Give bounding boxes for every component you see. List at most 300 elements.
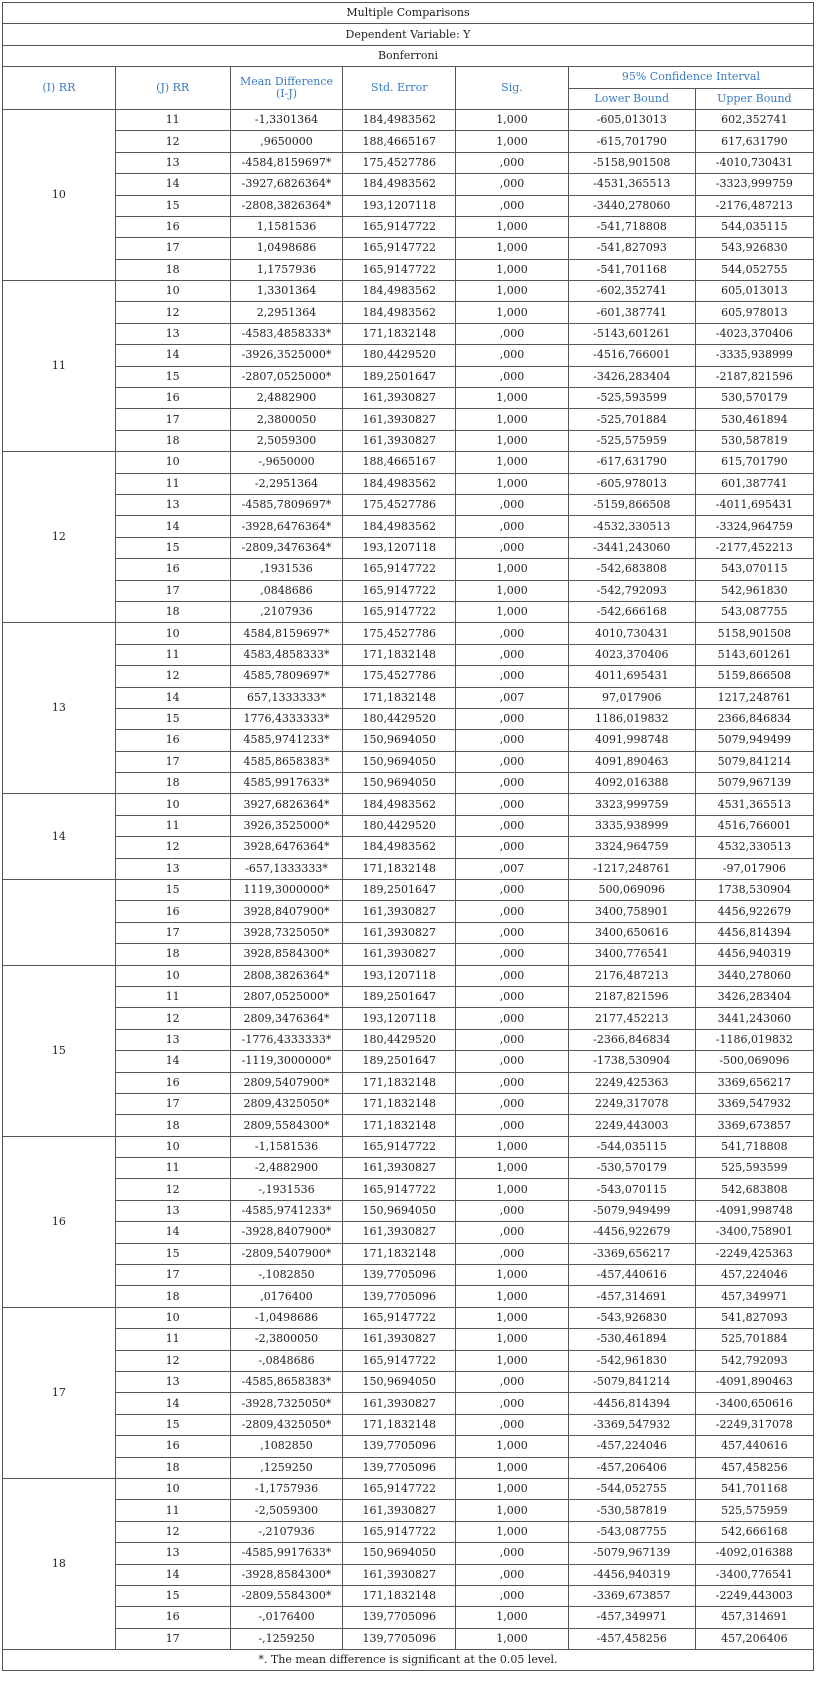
j-rr-cell: 10 <box>115 1478 230 1499</box>
table-body <box>3 109 814 1649</box>
sig-cell: ,000 <box>456 644 569 665</box>
mean-difference-cell: 2809,5584300* <box>230 1115 343 1136</box>
sig-cell: 1,000 <box>456 1158 569 1179</box>
upper-bound-cell: 525,575959 <box>695 1500 813 1521</box>
upper-bound-cell: 4531,365513 <box>695 794 813 815</box>
std-error-cell: 150,9694050 <box>343 773 456 794</box>
lower-bound-cell: -602,352741 <box>568 281 695 302</box>
mean-difference-cell: -,0176400 <box>230 1607 343 1628</box>
j-rr-cell: 15 <box>115 708 230 729</box>
j-rr-cell: 17 <box>115 922 230 943</box>
lower-bound-cell: -4456,922679 <box>568 1222 695 1243</box>
table-row <box>3 1393 814 1414</box>
table-row <box>3 345 814 366</box>
mean-difference-cell: -3928,8584300* <box>230 1564 343 1585</box>
std-error-cell: 139,7705096 <box>343 1436 456 1457</box>
mean-difference-cell: ,2107936 <box>230 601 343 622</box>
mean-difference-cell: 2807,0525000* <box>230 986 343 1007</box>
j-rr-cell: 14 <box>115 1393 230 1414</box>
std-error-cell: 139,7705096 <box>343 1265 456 1286</box>
table-row <box>3 666 814 687</box>
upper-bound-cell: 530,461894 <box>695 409 813 430</box>
table-title: Multiple Comparisons <box>3 3 814 24</box>
sig-cell: 1,000 <box>456 1350 569 1371</box>
mean-difference-cell: -4585,9917633* <box>230 1543 343 1564</box>
table-row <box>3 623 814 644</box>
sig-cell: ,000 <box>456 730 569 751</box>
std-error-cell: 189,2501647 <box>343 1051 456 1072</box>
sig-cell: ,000 <box>456 1072 569 1093</box>
mean-difference-cell: -4585,9741233* <box>230 1200 343 1221</box>
mean-difference-cell: 1776,4333333* <box>230 708 343 729</box>
j-rr-cell: 10 <box>115 623 230 644</box>
std-error-cell: 165,9147722 <box>343 1179 456 1200</box>
mean-difference-cell: 1,1581536 <box>230 216 343 237</box>
table-row <box>3 880 814 901</box>
j-rr-cell: 14 <box>115 687 230 708</box>
upper-bound-cell: 542,683808 <box>695 1179 813 1200</box>
upper-bound-cell: 4532,330513 <box>695 837 813 858</box>
lower-bound-cell: -3369,656217 <box>568 1243 695 1264</box>
upper-bound-cell: 457,206406 <box>695 1628 813 1649</box>
sig-cell: ,000 <box>456 1585 569 1606</box>
sig-cell: ,000 <box>456 174 569 195</box>
table-row <box>3 794 814 815</box>
table-footer <box>3 1650 814 1671</box>
upper-bound-cell: 601,387741 <box>695 473 813 494</box>
j-rr-cell: 16 <box>115 388 230 409</box>
j-rr-cell: 14 <box>115 1222 230 1243</box>
table-row <box>3 409 814 430</box>
j-rr-cell: 15 <box>115 880 230 901</box>
sig-cell: ,000 <box>456 1414 569 1435</box>
mean-difference-cell: -2,4882900 <box>230 1158 343 1179</box>
upper-bound-cell: 3369,547932 <box>695 1093 813 1114</box>
table-row <box>3 494 814 515</box>
i-rr-cell: 14 <box>3 794 116 880</box>
table-row <box>3 452 814 473</box>
col-header-upper-bound: Upper Bound <box>695 88 813 109</box>
sig-cell: ,000 <box>456 323 569 344</box>
upper-bound-cell: 3440,278060 <box>695 965 813 986</box>
sig-cell: 1,000 <box>456 601 569 622</box>
lower-bound-cell: -457,206406 <box>568 1457 695 1478</box>
sig-cell: ,000 <box>456 366 569 387</box>
i-rr-cell: 16 <box>3 1136 116 1307</box>
upper-bound-cell: 2366,846834 <box>695 708 813 729</box>
std-error-cell: 165,9147722 <box>343 1521 456 1542</box>
lower-bound-cell: 4023,370406 <box>568 644 695 665</box>
j-rr-cell: 13 <box>115 1372 230 1393</box>
upper-bound-cell: -2177,452213 <box>695 537 813 558</box>
mean-difference-cell: 4585,7809697* <box>230 666 343 687</box>
sig-cell: ,000 <box>456 1243 569 1264</box>
table-row <box>3 1457 814 1478</box>
std-error-cell: 189,2501647 <box>343 880 456 901</box>
upper-bound-cell: -3324,964759 <box>695 516 813 537</box>
j-rr-cell: 12 <box>115 837 230 858</box>
mean-difference-cell: 3926,3525000* <box>230 815 343 836</box>
table-row <box>3 259 814 280</box>
lower-bound-cell: -542,792093 <box>568 580 695 601</box>
std-error-cell: 139,7705096 <box>343 1607 456 1628</box>
lower-bound-cell: 3324,964759 <box>568 837 695 858</box>
std-error-cell: 161,3930827 <box>343 922 456 943</box>
std-error-cell: 171,1832148 <box>343 1093 456 1114</box>
sig-cell: 1,000 <box>456 1436 569 1457</box>
j-rr-cell: 17 <box>115 580 230 601</box>
table-row <box>3 1029 814 1050</box>
j-rr-cell: 10 <box>115 1136 230 1157</box>
sig-cell: ,000 <box>456 623 569 644</box>
mean-difference-cell: -,1082850 <box>230 1265 343 1286</box>
multiple-comparisons-table <box>2 2 814 1671</box>
upper-bound-cell: -2187,821596 <box>695 366 813 387</box>
mean-difference-cell: 2809,5407900* <box>230 1072 343 1093</box>
sig-cell: ,000 <box>456 837 569 858</box>
mean-difference-cell: 2,3800050 <box>230 409 343 430</box>
table-row <box>3 109 814 130</box>
j-rr-cell: 11 <box>115 986 230 1007</box>
lower-bound-cell: 500,069096 <box>568 880 695 901</box>
j-rr-cell: 14 <box>115 174 230 195</box>
sig-cell: ,000 <box>456 944 569 965</box>
j-rr-cell: 13 <box>115 1543 230 1564</box>
lower-bound-cell: -605,013013 <box>568 109 695 130</box>
upper-bound-cell: 1738,530904 <box>695 880 813 901</box>
table-row <box>3 773 814 794</box>
lower-bound-cell: -541,701168 <box>568 259 695 280</box>
sig-cell: ,000 <box>456 345 569 366</box>
upper-bound-cell: 3369,656217 <box>695 1072 813 1093</box>
mean-difference-cell: 4585,9917633* <box>230 773 343 794</box>
table-row <box>3 730 814 751</box>
lower-bound-cell: 4091,998748 <box>568 730 695 751</box>
sig-cell: 1,000 <box>456 559 569 580</box>
sig-cell: ,000 <box>456 1051 569 1072</box>
sig-cell: ,000 <box>456 152 569 173</box>
mean-difference-cell: 2,5059300 <box>230 430 343 451</box>
std-error-cell: 175,4527786 <box>343 623 456 644</box>
lower-bound-cell: -525,593599 <box>568 388 695 409</box>
std-error-cell: 161,3930827 <box>343 388 456 409</box>
j-rr-cell: 12 <box>115 302 230 323</box>
std-error-cell: 184,4983562 <box>343 174 456 195</box>
std-error-cell: 180,4429520 <box>343 708 456 729</box>
std-error-cell: 161,3930827 <box>343 1564 456 1585</box>
j-rr-cell: 18 <box>115 773 230 794</box>
upper-bound-cell: 457,440616 <box>695 1436 813 1457</box>
mean-difference-cell: -4583,4858333* <box>230 323 343 344</box>
sig-cell: 1,000 <box>456 1628 569 1649</box>
j-rr-cell: 16 <box>115 559 230 580</box>
upper-bound-cell: 543,087755 <box>695 601 813 622</box>
upper-bound-cell: 542,792093 <box>695 1350 813 1371</box>
table-row <box>3 559 814 580</box>
upper-bound-cell: 3369,673857 <box>695 1115 813 1136</box>
i-rr-cell <box>3 880 116 966</box>
j-rr-cell: 16 <box>115 730 230 751</box>
upper-bound-cell: 5079,841214 <box>695 751 813 772</box>
mean-difference-cell: -657,1333333* <box>230 858 343 879</box>
sig-cell: 1,000 <box>456 1607 569 1628</box>
table-row <box>3 1607 814 1628</box>
std-error-cell: 171,1832148 <box>343 644 456 665</box>
table-row <box>3 281 814 302</box>
upper-bound-cell: 4456,814394 <box>695 922 813 943</box>
j-rr-cell: 16 <box>115 1072 230 1093</box>
sig-cell: ,000 <box>456 1372 569 1393</box>
lower-bound-cell: -1217,248761 <box>568 858 695 879</box>
std-error-cell: 193,1207118 <box>343 1008 456 1029</box>
sig-cell: 1,000 <box>456 109 569 130</box>
mean-difference-cell: -3927,6826364* <box>230 174 343 195</box>
sig-cell: ,007 <box>456 687 569 708</box>
table-row <box>3 858 814 879</box>
upper-bound-cell: 542,961830 <box>695 580 813 601</box>
std-error-cell: 161,3930827 <box>343 1500 456 1521</box>
lower-bound-cell: -615,701790 <box>568 131 695 152</box>
upper-bound-cell: -4023,370406 <box>695 323 813 344</box>
j-rr-cell: 14 <box>115 345 230 366</box>
upper-bound-cell: -2249,317078 <box>695 1414 813 1435</box>
lower-bound-cell: -457,224046 <box>568 1436 695 1457</box>
sig-cell: 1,000 <box>456 1329 569 1350</box>
upper-bound-cell: 4456,922679 <box>695 901 813 922</box>
upper-bound-cell: -3335,938999 <box>695 345 813 366</box>
lower-bound-cell: -543,926830 <box>568 1307 695 1328</box>
col-header-j-rr: (J) RR <box>115 67 230 110</box>
table-row <box>3 1265 814 1286</box>
mean-difference-cell: -2808,3826364* <box>230 195 343 216</box>
lower-bound-cell: 2176,487213 <box>568 965 695 986</box>
lower-bound-cell: 2249,443003 <box>568 1115 695 1136</box>
lower-bound-cell: -605,978013 <box>568 473 695 494</box>
j-rr-cell: 15 <box>115 195 230 216</box>
j-rr-cell: 18 <box>115 430 230 451</box>
sig-cell: 1,000 <box>456 216 569 237</box>
sig-cell: ,000 <box>456 1115 569 1136</box>
table-row <box>3 1158 814 1179</box>
lower-bound-cell: -3369,547932 <box>568 1414 695 1435</box>
sig-cell: 1,000 <box>456 1265 569 1286</box>
table-row <box>3 901 814 922</box>
upper-bound-cell: -4010,730431 <box>695 152 813 173</box>
lower-bound-cell: -3426,283404 <box>568 366 695 387</box>
mean-difference-cell: -1776,4333333* <box>230 1029 343 1050</box>
table-row <box>3 131 814 152</box>
lower-bound-cell: -541,827093 <box>568 238 695 259</box>
mean-difference-cell: 4585,9741233* <box>230 730 343 751</box>
std-error-cell: 165,9147722 <box>343 259 456 280</box>
upper-bound-cell: 5158,901508 <box>695 623 813 644</box>
upper-bound-cell: 5159,866508 <box>695 666 813 687</box>
table-row <box>3 1008 814 1029</box>
j-rr-cell: 13 <box>115 1029 230 1050</box>
i-rr-cell: 10 <box>3 109 116 280</box>
j-rr-cell: 10 <box>115 452 230 473</box>
j-rr-cell: 10 <box>115 281 230 302</box>
std-error-cell: 180,4429520 <box>343 1029 456 1050</box>
j-rr-cell: 11 <box>115 1329 230 1350</box>
upper-bound-cell: 541,827093 <box>695 1307 813 1328</box>
lower-bound-cell: -617,631790 <box>568 452 695 473</box>
lower-bound-cell: -5158,901508 <box>568 152 695 173</box>
table-row <box>3 1179 814 1200</box>
std-error-cell: 184,4983562 <box>343 109 456 130</box>
i-rr-cell: 11 <box>3 281 116 452</box>
lower-bound-cell: 2187,821596 <box>568 986 695 1007</box>
table-row <box>3 1307 814 1328</box>
j-rr-cell: 13 <box>115 1200 230 1221</box>
lower-bound-cell: -601,387741 <box>568 302 695 323</box>
lower-bound-cell: -542,683808 <box>568 559 695 580</box>
sig-cell: 1,000 <box>456 1136 569 1157</box>
j-rr-cell: 16 <box>115 1607 230 1628</box>
upper-bound-cell: -4091,890463 <box>695 1372 813 1393</box>
std-error-cell: 171,1832148 <box>343 1243 456 1264</box>
lower-bound-cell: -525,575959 <box>568 430 695 451</box>
j-rr-cell: 12 <box>115 1521 230 1542</box>
std-error-cell: 150,9694050 <box>343 751 456 772</box>
std-error-cell: 161,3930827 <box>343 1222 456 1243</box>
lower-bound-cell: 1186,019832 <box>568 708 695 729</box>
sig-cell: 1,000 <box>456 1500 569 1521</box>
lower-bound-cell: -5079,949499 <box>568 1200 695 1221</box>
j-rr-cell: 18 <box>115 1457 230 1478</box>
lower-bound-cell: -530,461894 <box>568 1329 695 1350</box>
lower-bound-cell: -457,314691 <box>568 1286 695 1307</box>
mean-difference-cell: -2809,5584300* <box>230 1585 343 1606</box>
std-error-cell: 189,2501647 <box>343 986 456 1007</box>
std-error-cell: 150,9694050 <box>343 730 456 751</box>
mean-difference-cell: 2809,4325050* <box>230 1093 343 1114</box>
j-rr-cell: 10 <box>115 965 230 986</box>
lower-bound-cell: -530,587819 <box>568 1500 695 1521</box>
mean-difference-cell: 3928,8407900* <box>230 901 343 922</box>
sig-cell: ,000 <box>456 1093 569 1114</box>
sig-cell: ,000 <box>456 986 569 1007</box>
lower-bound-cell: -4531,365513 <box>568 174 695 195</box>
lower-bound-cell: -543,087755 <box>568 1521 695 1542</box>
sig-cell: 1,000 <box>456 238 569 259</box>
j-rr-cell: 10 <box>115 794 230 815</box>
sig-cell: 1,000 <box>456 1478 569 1499</box>
upper-bound-cell: 3441,243060 <box>695 1008 813 1029</box>
mean-difference-cell: -2,5059300 <box>230 1500 343 1521</box>
upper-bound-cell: 530,587819 <box>695 430 813 451</box>
upper-bound-cell: 3426,283404 <box>695 986 813 1007</box>
sig-cell: ,000 <box>456 965 569 986</box>
upper-bound-cell: -3400,650616 <box>695 1393 813 1414</box>
mean-difference-cell: -,1259250 <box>230 1628 343 1649</box>
lower-bound-cell: -544,035115 <box>568 1136 695 1157</box>
table-row <box>3 1329 814 1350</box>
std-error-cell: 165,9147722 <box>343 238 456 259</box>
table-row <box>3 516 814 537</box>
table-row <box>3 302 814 323</box>
sig-cell: ,000 <box>456 815 569 836</box>
table-row <box>3 751 814 772</box>
j-rr-cell: 13 <box>115 494 230 515</box>
multiple-comparisons-document <box>2 2 814 1671</box>
std-error-cell: 139,7705096 <box>343 1286 456 1307</box>
lower-bound-cell: 3400,776541 <box>568 944 695 965</box>
std-error-cell: 161,3930827 <box>343 409 456 430</box>
sig-cell: 1,000 <box>456 1307 569 1328</box>
upper-bound-cell: -97,017906 <box>695 858 813 879</box>
j-rr-cell: 17 <box>115 238 230 259</box>
j-rr-cell: 15 <box>115 1585 230 1606</box>
sig-cell: 1,000 <box>456 131 569 152</box>
lower-bound-cell: 4011,695431 <box>568 666 695 687</box>
lower-bound-cell: -457,440616 <box>568 1265 695 1286</box>
mean-difference-cell: -1,3301364 <box>230 109 343 130</box>
mean-difference-cell: 2,4882900 <box>230 388 343 409</box>
mean-difference-cell: -,9650000 <box>230 452 343 473</box>
std-error-cell: 171,1832148 <box>343 323 456 344</box>
table-row <box>3 944 814 965</box>
mean-difference-cell: ,9650000 <box>230 131 343 152</box>
lower-bound-cell: -457,349971 <box>568 1607 695 1628</box>
table-row <box>3 238 814 259</box>
sig-cell: 1,000 <box>456 1457 569 1478</box>
table-row <box>3 388 814 409</box>
sig-cell: 1,000 <box>456 1521 569 1542</box>
table-row <box>3 687 814 708</box>
lower-bound-cell: -4456,940319 <box>568 1564 695 1585</box>
table-row <box>3 1564 814 1585</box>
lower-bound-cell: -457,458256 <box>568 1628 695 1649</box>
std-error-cell: 184,4983562 <box>343 516 456 537</box>
j-rr-cell: 11 <box>115 109 230 130</box>
mean-difference-cell: 2808,3826364* <box>230 965 343 986</box>
j-rr-cell: 17 <box>115 751 230 772</box>
j-rr-cell: 13 <box>115 323 230 344</box>
table-row <box>3 1372 814 1393</box>
upper-bound-cell: 5079,949499 <box>695 730 813 751</box>
std-error-cell: 171,1832148 <box>343 1585 456 1606</box>
upper-bound-cell: 541,701168 <box>695 1478 813 1499</box>
table-row <box>3 1136 814 1157</box>
mean-difference-cell: -3928,7325050* <box>230 1393 343 1414</box>
sig-cell: 1,000 <box>456 409 569 430</box>
lower-bound-cell: -4516,766001 <box>568 345 695 366</box>
j-rr-cell: 12 <box>115 131 230 152</box>
upper-bound-cell: 605,978013 <box>695 302 813 323</box>
table-row <box>3 1072 814 1093</box>
j-rr-cell: 15 <box>115 1414 230 1435</box>
table-row <box>3 1436 814 1457</box>
upper-bound-cell: 525,593599 <box>695 1158 813 1179</box>
lower-bound-cell: 4091,890463 <box>568 751 695 772</box>
lower-bound-cell: -5079,967139 <box>568 1543 695 1564</box>
table-row <box>3 601 814 622</box>
std-error-cell: 193,1207118 <box>343 965 456 986</box>
j-rr-cell: 17 <box>115 1628 230 1649</box>
sig-cell: 1,000 <box>456 430 569 451</box>
lower-bound-cell: -5143,601261 <box>568 323 695 344</box>
lower-bound-cell: -5159,866508 <box>568 494 695 515</box>
std-error-cell: 150,9694050 <box>343 1200 456 1221</box>
j-rr-cell: 11 <box>115 815 230 836</box>
lower-bound-cell: -4532,330513 <box>568 516 695 537</box>
table-row <box>3 152 814 173</box>
sig-cell: ,000 <box>456 1564 569 1585</box>
lower-bound-cell: -525,701884 <box>568 409 695 430</box>
lower-bound-cell: -2366,846834 <box>568 1029 695 1050</box>
table-row <box>3 1093 814 1114</box>
